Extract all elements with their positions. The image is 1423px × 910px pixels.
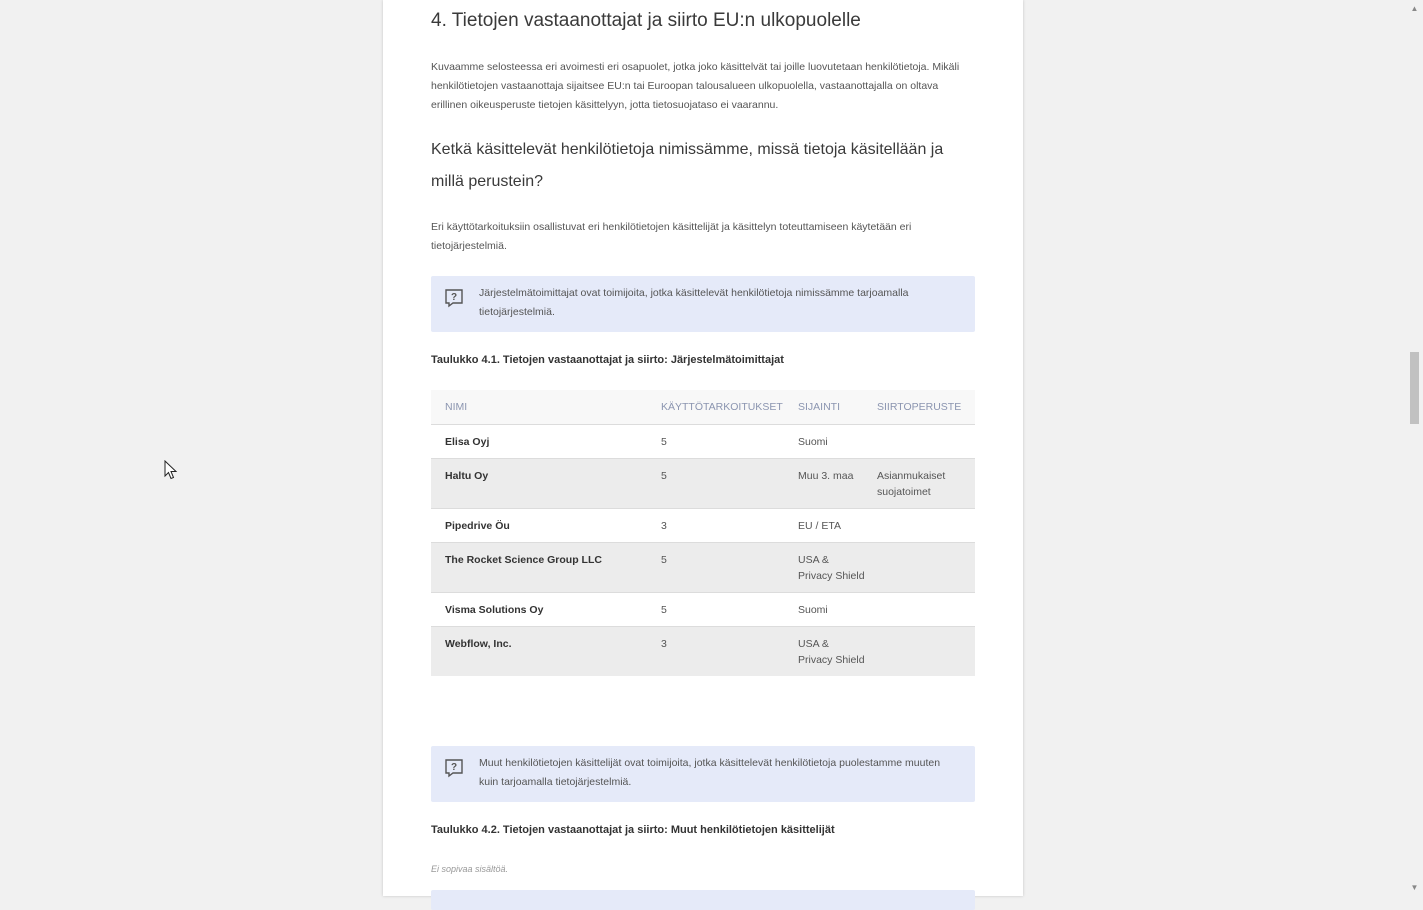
cell-location: Suomi (792, 425, 871, 459)
table-caption: Taulukko 4.2. Tietojen vastaanottajat ja siirto: Muut henkilötietojen käsittelijät (431, 824, 835, 836)
section-intro: Kuvaamme selosteessa eri avoimesti eri osapuolet, jotka joko käsittelvät tai joille luovutetaan henkilötietoja. Mikäli henkilötietojen vastaanottaja sijaitsee EU:n tai Euroopan talousalueen ulkopuolella, vastaanottajalla on oltava erillinen oikeusperuste tietojen käsittelyyn, jotta tietosuojataso ei vaarannu. (431, 61, 960, 111)
subsection-heading: Ketkä käsittelevät henkilötietoja nimissämme, missä tietoja käsitellään ja millä perustein? (431, 141, 944, 190)
info-note-system-vendors (431, 276, 975, 332)
cell-transfer (871, 543, 975, 593)
mouse-pointer-icon (164, 460, 178, 480)
recipients-table (431, 390, 975, 676)
table-row (431, 543, 975, 593)
cell-transfer (871, 627, 975, 677)
table-row (431, 459, 975, 509)
table-row (431, 425, 975, 459)
cell-name: Webflow, Inc. (431, 627, 655, 677)
cell-location: USA & Privacy Shield (792, 627, 871, 677)
cell-purposes: 3 (655, 627, 792, 677)
subsection-intro: Eri käyttötarkoituksiin osallistuvat eri henkilötietojen käsittelijät ja käsittelyn toteuttamiseen käytetään eri tietojärjestelmiä. (431, 221, 912, 252)
cell-purposes: 5 (655, 459, 792, 509)
table-row (431, 509, 975, 543)
column-header-name: NIMI (431, 390, 655, 425)
scrollbar-thumb[interactable] (1410, 352, 1419, 424)
section-heading: 4. Tietojen vastaanottajat ja siirto EU:n ulkopuolelle (431, 10, 861, 31)
cell-purposes: 5 (655, 425, 792, 459)
table-caption: Taulukko 4.1. Tietojen vastaanottajat ja siirto: Järjestelmätoimittajat (431, 354, 784, 366)
info-note-text: Muut henkilötietojen käsittelijät ovat toimijoita, jotka käsittelevät henkilötietoja puolestamme muuten kuin tarjoamalla tietojärjestelmiä. (479, 757, 941, 788)
svg-text:?: ? (450, 292, 458, 303)
cell-name: Elisa Oyj (431, 425, 655, 459)
cell-name: Pipedrive Öu (431, 509, 655, 543)
cell-transfer (871, 593, 975, 627)
cell-purposes: 5 (655, 593, 792, 627)
cell-transfer: Asianmukaiset suojatoimet (871, 459, 975, 509)
info-note-partial (431, 890, 975, 910)
cell-location: USA & Privacy Shield (792, 543, 871, 593)
column-header-purposes: KÄYTTÖTARKOITUKSET (655, 390, 792, 425)
document-page (383, 0, 1023, 896)
cell-name: Visma Solutions Oy (431, 593, 655, 627)
cell-purposes: 3 (655, 509, 792, 543)
info-note-other-processors (431, 746, 975, 802)
question-bubble-icon (444, 288, 464, 308)
table-header-row (431, 390, 975, 425)
cell-location: Suomi (792, 593, 871, 627)
empty-content-text: Ei sopivaa sisältöä. (431, 864, 509, 874)
cell-name: The Rocket Science Group LLC (431, 543, 655, 593)
cell-name: Haltu Oy (431, 459, 655, 509)
table-row (431, 627, 975, 677)
cell-transfer (871, 509, 975, 543)
question-bubble-icon (444, 758, 464, 778)
cell-location: EU / ETA (792, 509, 871, 543)
table-row (431, 593, 975, 627)
cell-location: Muu 3. maa (792, 459, 871, 509)
scroll-up-arrow-icon[interactable]: ▲ (1410, 4, 1419, 13)
cell-transfer (871, 425, 975, 459)
scroll-down-arrow-icon[interactable]: ▼ (1410, 883, 1419, 892)
column-header-transfer: SIIRTOPERUSTE (871, 390, 975, 425)
column-header-location: SIJAINTI (792, 390, 871, 425)
cell-purposes: 5 (655, 543, 792, 593)
info-note-text: Järjestelmätoimittajat ovat toimijoita, jotka käsittelevät henkilötietoja nimissämme tarjoamalla tietojärjestelmiä. (479, 287, 909, 318)
vertical-scrollbar[interactable] (1406, 0, 1423, 896)
svg-text:?: ? (450, 762, 458, 773)
